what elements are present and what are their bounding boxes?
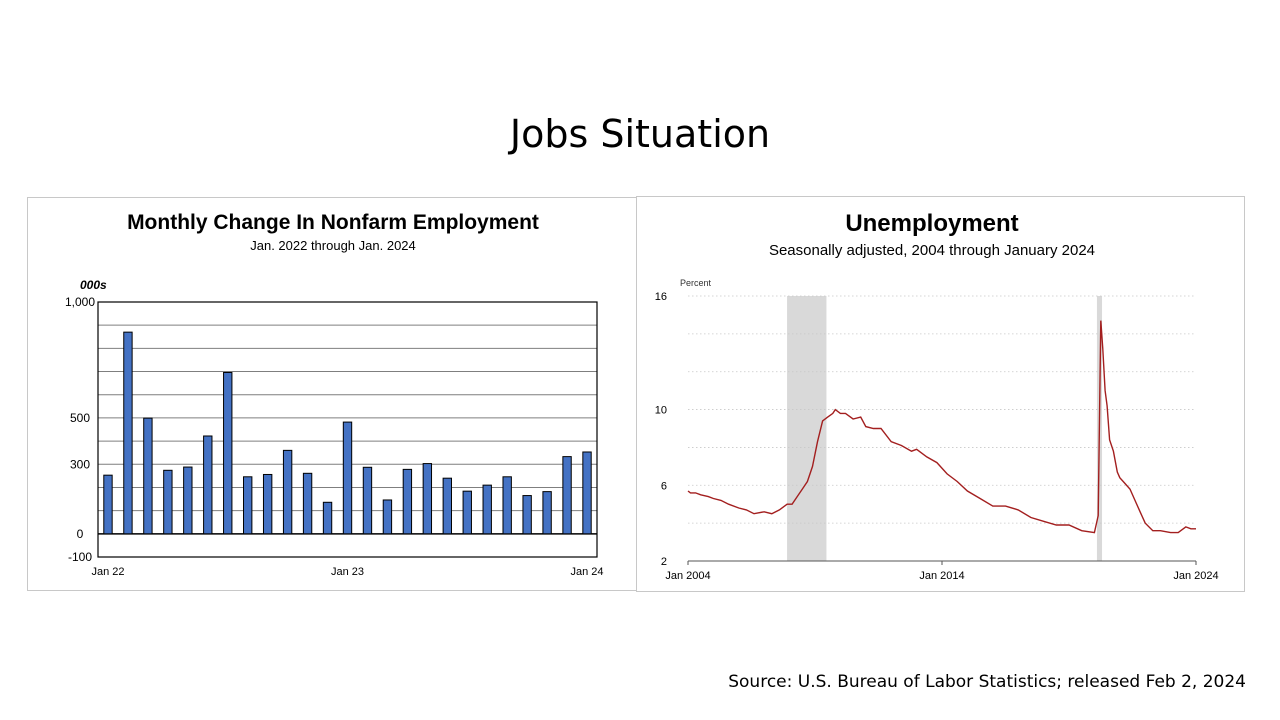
line-y-tick-label: 10 [654, 404, 667, 417]
recession-shading [787, 296, 1102, 561]
bar-jun-23 [443, 478, 451, 534]
bar-jun-22 [204, 436, 212, 534]
nonfarm-employment-chart [28, 198, 636, 590]
bar-chart-bars [104, 332, 591, 534]
unemployment-rate-line [688, 321, 1196, 533]
line-x-tick-label: Jan 2024 [1173, 570, 1219, 582]
unemployment-chart-panel [636, 196, 1245, 592]
line-chart-subtitle: Seasonally adjusted, 2004 through January 2024 [768, 242, 1096, 259]
bar-feb-23 [363, 467, 371, 534]
bar-jan-22 [104, 475, 112, 534]
bar-feb-22 [124, 332, 132, 534]
bar-jan-24 [583, 452, 591, 534]
line-chart-gridlines [688, 296, 1196, 561]
bar-y-tick-label: 300 [69, 457, 91, 472]
bar-chart-unit-label: 000s [80, 278, 107, 292]
bar-chart-title: Monthly Change In Nonfarm Employment [127, 211, 539, 234]
bar-x-tick-label: Jan 22 [91, 566, 125, 578]
bar-jul-22 [224, 372, 232, 533]
bar-may-23 [423, 464, 431, 534]
bar-y-tick-label: 0 [76, 526, 84, 541]
nonfarm-employment-chart-panel [27, 197, 637, 591]
bar-aug-22 [244, 477, 252, 534]
line-y-tick-label: 16 [654, 291, 667, 303]
bar-chart-y-axis [65, 295, 95, 564]
bar-nov-23 [543, 492, 551, 534]
bar-sep-22 [263, 474, 271, 533]
line-x-tick-label: Jan 2014 [919, 570, 965, 582]
line-chart-x-axis [665, 561, 1218, 582]
bar-chart-subtitle: Jan. 2022 through Jan. 2024 [250, 238, 416, 253]
line-chart-title: Unemployment [845, 210, 1019, 237]
bar-dec-22 [323, 502, 331, 534]
line-chart-y-axis [655, 291, 667, 568]
bar-oct-23 [523, 496, 531, 534]
bar-oct-22 [283, 450, 291, 533]
bar-x-tick-label: Jan 23 [330, 566, 365, 578]
bar-jan-23 [343, 422, 351, 534]
bar-mar-23 [383, 500, 391, 534]
bar-sep-23 [503, 477, 511, 534]
line-y-tick-label: 2 [660, 556, 667, 568]
source-note: Source: U.S. Bureau of Labor Statistics; released Feb 2, 2024 [728, 672, 1246, 692]
bar-x-tick-label: Jan 24 [570, 566, 604, 578]
bar-chart-x-axis [91, 566, 603, 578]
slide-title: Jobs Situation [509, 112, 771, 156]
line-y-tick-label: 6 [660, 480, 667, 493]
line-chart-unit-label: Percent [680, 278, 712, 288]
bar-may-22 [184, 467, 192, 534]
bar-dec-23 [563, 457, 571, 534]
bar-jul-23 [463, 491, 471, 534]
bar-apr-23 [403, 469, 411, 533]
bar-y-tick-label: 500 [69, 410, 91, 425]
unemployment-chart [637, 197, 1244, 591]
bar-y-tick-label: 1,000 [64, 295, 96, 309]
bar-apr-22 [164, 470, 172, 534]
bar-mar-22 [144, 418, 152, 534]
bar-nov-22 [303, 473, 311, 534]
bar-y-tick-label: -100 [67, 550, 93, 564]
bar-aug-23 [483, 485, 491, 534]
line-x-tick-label: Jan 2004 [665, 570, 711, 582]
